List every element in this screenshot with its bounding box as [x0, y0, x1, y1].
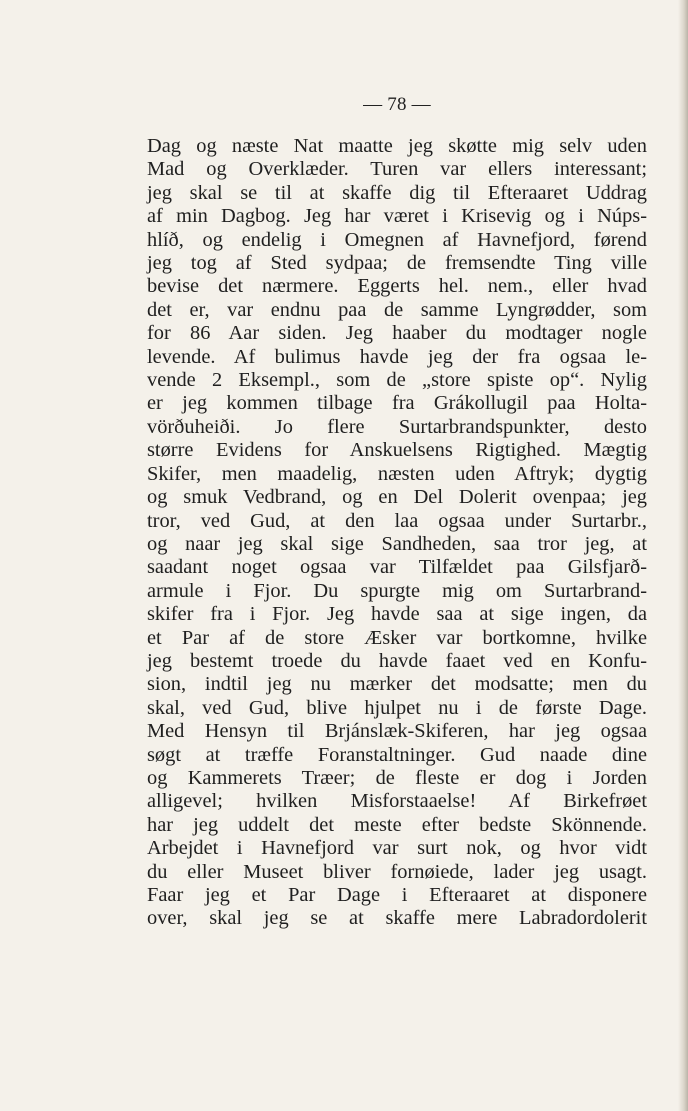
- text-line: af min Dagbog. Jeg har været i Krisevig og i Núps-: [147, 205, 647, 228]
- text-line: er jeg kommen tilbage fra Grákollugil paa Holta-: [147, 392, 647, 415]
- text-line: tror, ved Gud, at den laa ogsaa under Surtarbr.,: [147, 509, 647, 532]
- text-line: og Kammerets Træer; de fleste er dog i Jorden: [147, 766, 647, 789]
- text-line: over, skal jeg se at skaffe mere Labradordolerit: [147, 907, 647, 930]
- text-line: og smuk Vedbrand, og en Del Dolerit ovenpaa; jeg: [147, 486, 647, 509]
- text-line: det er, var endnu paa de samme Lyngrødder, som: [147, 298, 647, 321]
- text-line: bevise det nærmere. Eggerts hel. nem., eller hvad: [147, 275, 647, 298]
- text-line: Med Hensyn til Brjánslæk-Skiferen, har jeg ogsaa: [147, 720, 647, 743]
- text-line: Faar jeg et Par Dage i Efteraaret at disponere: [147, 884, 647, 906]
- text-line: jeg skal se til at skaffe dig til Efteraaret Uddrag: [147, 181, 647, 204]
- text-line: saadant noget ogsaa var Tilfældet paa Gilsfjarð-: [147, 556, 647, 579]
- text-line: Mad og Overklæder. Turen var ellers interessant;: [147, 158, 647, 181]
- text-line: jeg bestemt troede du havde faaet ved en Konfu-: [147, 649, 647, 672]
- body-text: [147, 135, 647, 931]
- text-line: søgt at træffe Foranstaltninger. Gud naade dine: [147, 743, 647, 766]
- text-line: og naar jeg skal sige Sandheden, saa tror jeg, at: [147, 532, 647, 555]
- text-line: skal, ved Gud, blive hjulpet nu i de første Dage.: [147, 696, 647, 719]
- text-line: hlíð, og endelig i Omegnen af Havnefjord, førend: [147, 228, 647, 251]
- text-line: du eller Museet bliver fornøiede, lader jeg usagt.: [147, 860, 647, 883]
- text-line: har jeg uddelt det meste efter bedste Skönnende.: [147, 813, 647, 836]
- page-edge-shadow: [678, 0, 688, 1111]
- text-line: skifer fra i Fjor. Jeg havde saa at sige ingen, da: [147, 603, 647, 626]
- text-line: sion, indtil jeg nu mærker det modsatte; men du: [147, 673, 647, 696]
- text-line: større Evidens for Anskuelsens Rigtighed. Mægtig: [147, 439, 647, 462]
- text-line: levende. Af bulimus havde jeg der fra ogsaa le-: [147, 345, 647, 368]
- text-line: et Par af de store Æsker var bortkomne, hvilke: [147, 626, 647, 649]
- page-number: — 78 —: [363, 94, 431, 115]
- text-line: Arbejdet i Havnefjord var surt nok, og hvor vidt: [147, 837, 647, 860]
- text-line: armule i Fjor. Du spurgte mig om Surtarbrand-: [147, 579, 647, 602]
- text-line: for 86 Aar siden. Jeg haaber du modtager nogle: [147, 322, 647, 345]
- text-line: Skifer, men maadelig, næsten uden Aftryk; dygtig: [147, 462, 647, 485]
- text-line: vörðuheiði. Jo flere Surtarbrandspunkter, desto: [147, 415, 647, 438]
- text-line: jeg tog af Sted sydpaa; de fremsendte Ting ville: [147, 252, 647, 275]
- text-line: vende 2 Eksempl., som de „store spiste op“. Nylig: [147, 369, 647, 392]
- text-line: alligevel; hvilken Misforstaaelse! Af Birkefrøet: [147, 790, 647, 813]
- text-line: Dag og næste Nat maatte jeg skøtte mig selv uden: [147, 135, 647, 157]
